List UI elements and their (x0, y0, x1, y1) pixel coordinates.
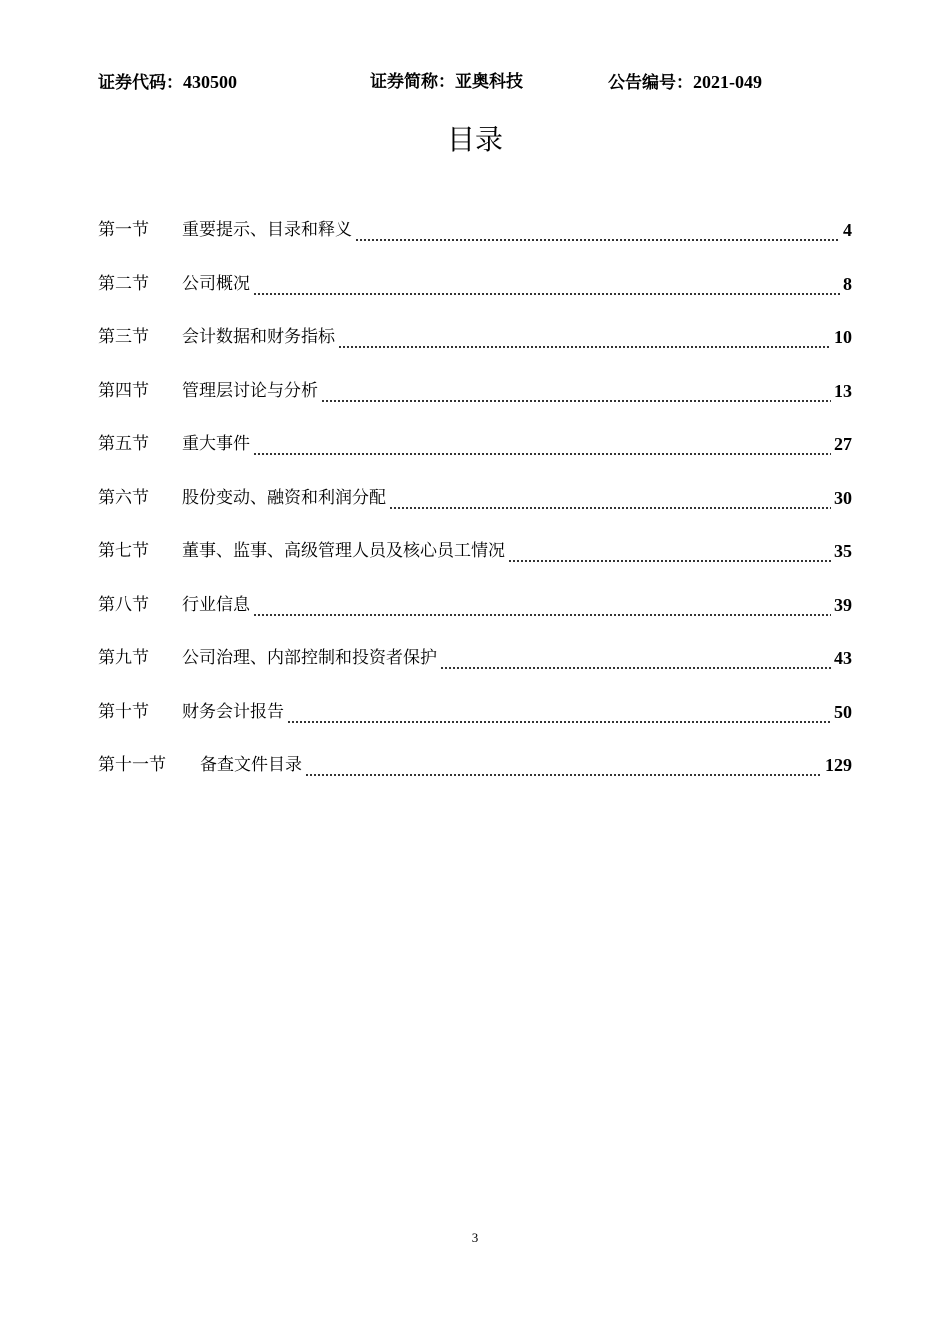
toc-section-number: 第二节 (98, 273, 149, 294)
toc-section-number: 第五节 (98, 434, 149, 454)
toc-page-number: 39 (834, 594, 852, 615)
toc-section-title: 重要提示、目录和释义 (182, 220, 352, 240)
toc-section-title: 公司治理、内部控制和投资者保护 (182, 648, 437, 668)
toc-entry[interactable] (98, 695, 852, 730)
toc-page-number: 50 (834, 701, 852, 722)
toc-section-number: 第八节 (98, 594, 149, 615)
announcement-label: 公告编号： (608, 73, 693, 93)
toc-section-title: 公司概况 (182, 273, 250, 294)
toc-entry[interactable] (98, 213, 852, 248)
toc-entry[interactable] (98, 588, 852, 623)
stock-code (98, 68, 237, 97)
stock-code-label: 证券代码： (98, 73, 183, 93)
toc-leader-dots (440, 641, 831, 676)
toc-entry[interactable] (98, 267, 852, 302)
toc-leader-dots (253, 588, 831, 623)
page-title: 目录 (446, 123, 503, 156)
toc-section-number: 第十节 (98, 701, 149, 722)
toc-leader-dots (338, 320, 831, 355)
toc-section-number: 第四节 (98, 380, 149, 401)
toc-entry[interactable] (98, 641, 852, 676)
toc-section-title: 重大事件 (182, 434, 250, 454)
toc-section-number: 第十一节 (98, 755, 166, 775)
stock-name (370, 68, 523, 96)
toc-page-number: 8 (843, 273, 852, 294)
table-of-contents (98, 213, 852, 802)
toc-leader-dots (355, 213, 840, 248)
toc-leader-dots (253, 427, 831, 462)
toc-section-title: 行业信息 (182, 594, 250, 615)
toc-entry[interactable] (98, 534, 852, 569)
toc-leader-dots (321, 374, 831, 409)
stock-name-value: 亚奥科技 (455, 72, 523, 92)
toc-section-title: 备查文件目录 (200, 755, 302, 775)
stock-name-label: 证券简称： (370, 72, 455, 92)
toc-leader-dots (508, 534, 831, 569)
toc-page-number: 30 (834, 487, 852, 508)
toc-section-number: 第七节 (98, 541, 149, 561)
toc-section-number: 第九节 (98, 648, 149, 668)
toc-page-number: 4 (843, 220, 852, 240)
toc-entry[interactable] (98, 748, 852, 783)
toc-leader-dots (305, 748, 822, 783)
toc-entry[interactable] (98, 320, 852, 355)
announcement-value: 2021-049 (693, 72, 762, 92)
toc-section-title: 管理层讨论与分析 (182, 380, 318, 401)
toc-section-title: 会计数据和财务指标 (182, 327, 335, 347)
toc-page-number: 129 (825, 755, 852, 775)
toc-page-number: 35 (834, 541, 852, 561)
toc-page-number: 13 (834, 380, 852, 401)
toc-entry[interactable] (98, 427, 852, 462)
stock-code-value: 430500 (183, 72, 237, 92)
toc-section-number: 第三节 (98, 327, 149, 347)
toc-section-number: 第一节 (98, 220, 149, 240)
toc-section-title: 董事、监事、高级管理人员及核心员工情况 (182, 541, 505, 561)
document-header (0, 68, 950, 96)
toc-entry[interactable] (98, 481, 852, 516)
toc-section-title: 财务会计报告 (182, 701, 284, 722)
toc-leader-dots (389, 481, 831, 516)
toc-section-number: 第六节 (98, 487, 149, 508)
toc-leader-dots (287, 695, 831, 730)
toc-page-number: 27 (834, 434, 852, 454)
toc-entry[interactable] (98, 374, 852, 409)
toc-leader-dots (253, 267, 840, 302)
toc-page-number: 43 (834, 648, 852, 668)
toc-section-title: 股份变动、融资和利润分配 (182, 487, 386, 508)
announcement-number (608, 68, 762, 97)
page-number: 3 (471, 1230, 479, 1245)
toc-page-number: 10 (834, 327, 852, 347)
